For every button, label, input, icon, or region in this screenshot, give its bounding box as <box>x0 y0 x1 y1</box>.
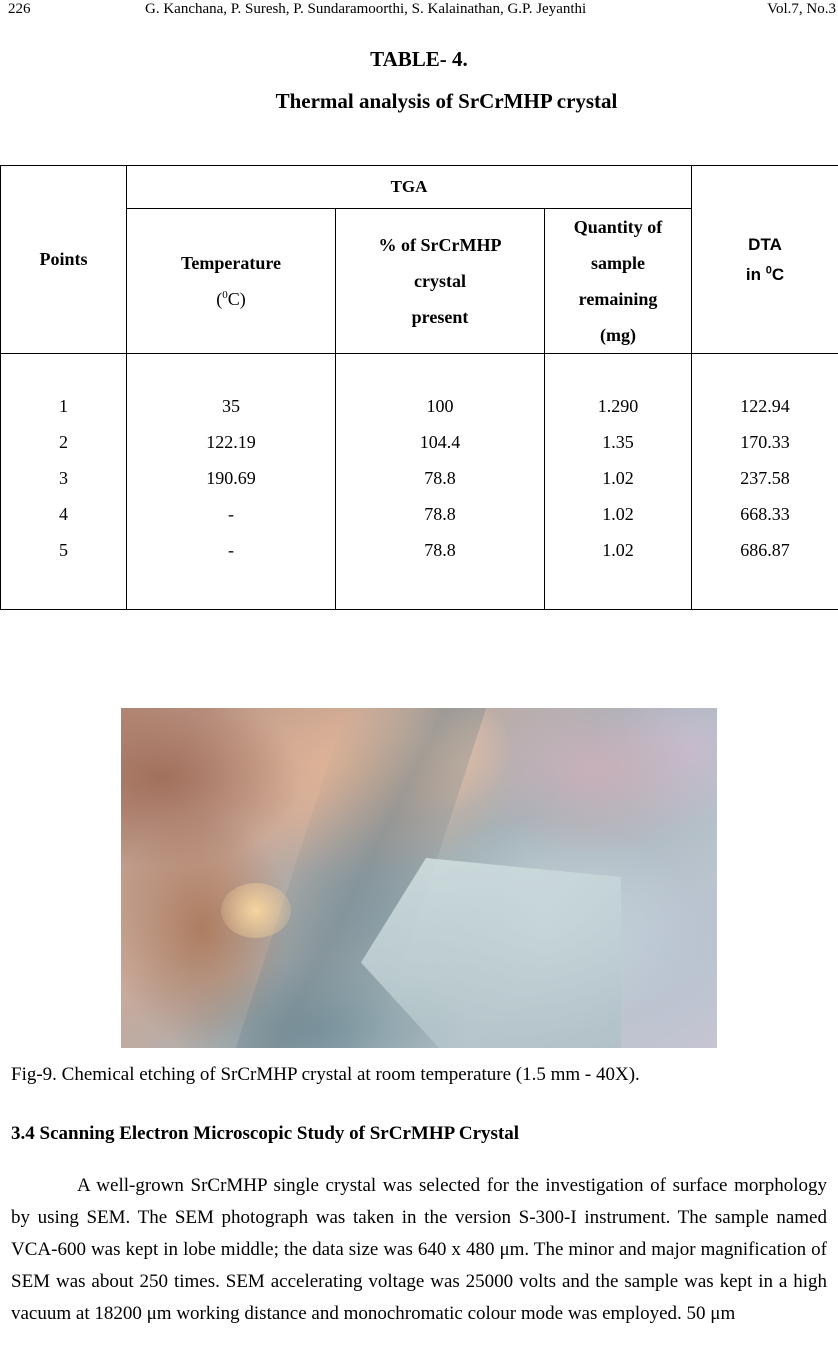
header-authors: G. Kanchana, P. Suresh, P. Sundaramoorthi, S. Kalainathan, G.P. Jeyanthi <box>145 1 587 17</box>
body-paragraph: A well-grown SrCrMHP single crystal was selected for the investigation of surface morphology by using SEM. The SEM photograph was taken in the version S-300-I instrument. The sample named VCA-600 was kept in lobe middle; the data size was 640 x 480 μm. The minor and major magnification of SEM was about 250 times. SEM accelerating voltage was 25000 volts and the sample was kept in a high vacuum at 18200 μm working distance and monochromatic colour mode was employed. 50 μm <box>11 1175 827 1324</box>
running-header <box>8 0 836 24</box>
column-quantity <box>545 354 692 610</box>
figure-caption: Fig-9. Chemical etching of SrCrMHP crystal at room temperature (1.5 mm - 40X). <box>11 1064 640 1085</box>
cell-dta: 122.94 <box>740 395 790 416</box>
temp-unit-sup: 0 <box>222 289 228 301</box>
cell-temperature: - <box>228 503 234 524</box>
cell-point: 1 <box>59 395 68 416</box>
cell-point: 5 <box>59 539 68 560</box>
header-percent-line1: % of SrCrMHP <box>378 235 502 255</box>
cell-quantity: 1.290 <box>597 395 639 416</box>
cell-temperature: 35 <box>222 395 240 416</box>
cell-percent: 100 <box>426 395 454 416</box>
header-dta-unit <box>692 260 838 290</box>
header-dta <box>692 166 838 354</box>
cell-dta: 668.33 <box>740 503 790 524</box>
cell-dta: 686.87 <box>740 539 790 560</box>
cell-point: 4 <box>59 503 68 524</box>
dta-unit-suffix: C <box>771 264 785 284</box>
header-percent-line2: crystal <box>414 271 466 291</box>
micrograph-glint <box>221 883 291 938</box>
header-percent-line3: present <box>411 307 469 327</box>
column-points <box>1 354 127 610</box>
cell-percent: 104.4 <box>419 431 461 452</box>
cell-quantity: 1.02 <box>602 539 634 560</box>
temp-unit-close: C) <box>227 289 246 309</box>
header-quantity-line2: sample <box>591 253 645 273</box>
thermal-analysis-table <box>0 165 838 610</box>
dta-unit-sup: 0 <box>765 263 772 276</box>
header-dta-title: DTA <box>748 234 782 254</box>
temp-unit-open: ( <box>216 289 223 309</box>
cell-temperature: - <box>228 539 234 560</box>
header-points: Points <box>1 166 127 354</box>
column-percent <box>336 354 545 610</box>
header-quantity-line4: (mg) <box>600 325 636 345</box>
etching-micrograph <box>121 708 717 1048</box>
cell-point: 3 <box>59 467 68 488</box>
cell-quantity: 1.02 <box>602 503 634 524</box>
table-label: TABLE- 4. <box>370 47 468 71</box>
header-percent-present <box>336 209 545 354</box>
cell-quantity: 1.35 <box>602 431 634 452</box>
column-temperature <box>127 354 336 610</box>
dta-unit-prefix: in <box>745 264 766 284</box>
cell-quantity: 1.02 <box>602 467 634 488</box>
column-dta <box>692 354 838 610</box>
section-heading: 3.4 Scanning Electron Microscopic Study of SrCrMHP Crystal <box>11 1123 520 1144</box>
header-temperature <box>127 209 336 354</box>
body-text <box>11 1170 827 1330</box>
header-temperature-title: Temperature <box>181 253 281 273</box>
cell-percent: 78.8 <box>424 503 456 524</box>
cell-percent: 78.8 <box>424 467 456 488</box>
header-tga: TGA <box>127 166 692 209</box>
cell-temperature: 122.19 <box>206 431 256 452</box>
header-volume: Vol.7, No.3 <box>767 1 836 17</box>
cell-dta: 170.33 <box>740 431 790 452</box>
header-quantity-remaining <box>545 209 692 354</box>
header-temperature-unit <box>127 281 335 317</box>
cell-percent: 78.8 <box>424 539 456 560</box>
header-quantity-line1: Quantity of <box>573 217 663 237</box>
cell-temperature: 190.69 <box>206 467 256 488</box>
table-caption: Thermal analysis of SrCrMHP crystal <box>275 89 618 113</box>
cell-point: 2 <box>59 431 68 452</box>
cell-dta: 237.58 <box>740 467 790 488</box>
header-quantity-line3: remaining <box>578 289 658 309</box>
page-number: 226 <box>8 1 31 17</box>
